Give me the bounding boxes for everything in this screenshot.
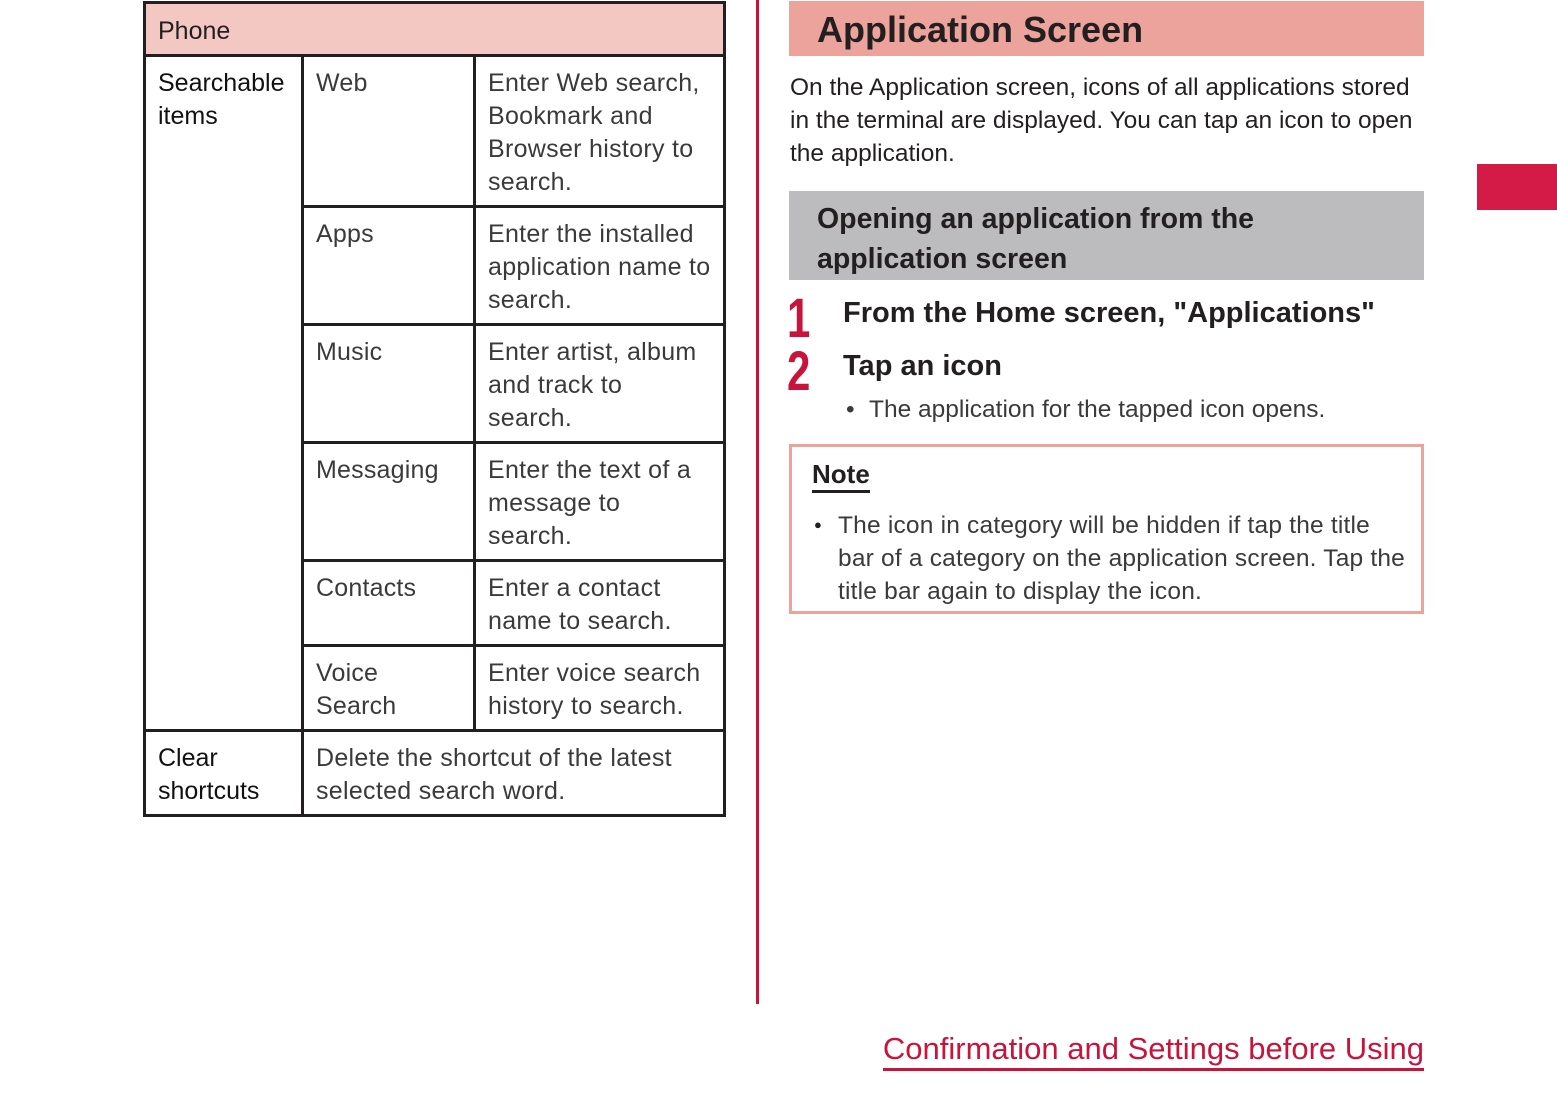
chapter-tab-marker <box>1477 164 1557 210</box>
category-cell: Voice Search <box>303 646 475 731</box>
subsection-title-text: Opening an application from the application screen <box>817 203 1255 275</box>
category-cell: Apps <box>303 207 475 325</box>
table-row <box>145 731 725 816</box>
description-cell: Enter a contact name to search. <box>475 561 725 646</box>
chapter-footer-link[interactable]: Confirmation and Settings before Using <box>883 1030 1424 1071</box>
description-cell: Enter voice search history to search. <box>475 646 725 731</box>
category-cell: Web <box>303 56 475 207</box>
table-row <box>145 56 725 207</box>
description-cell: Enter the installed application name to search. <box>475 207 725 325</box>
description-cell: Enter Web search, Bookmark and Browser history to search. <box>475 56 725 207</box>
step-2-text: Tap an icon <box>843 350 1002 382</box>
subsection-title <box>789 191 1424 280</box>
clear-shortcuts-label: Clear shortcuts <box>145 731 303 816</box>
table-header-row <box>145 3 725 56</box>
section-intro: On the Application screen, icons of all applications stored in the terminal are displayed. You can tap an icon to open the application. <box>790 74 1413 167</box>
step-bullet-text: The application for the tapped icon opens. <box>869 396 1326 423</box>
clear-shortcuts-description: Delete the shortcut of the latest selected search word. <box>303 731 725 816</box>
note-text: The icon in category will be hidden if tap the title bar of a category on the application screen. Tap the title bar again to display the icon. <box>838 512 1406 605</box>
bullet-dot-icon: ● <box>814 517 822 532</box>
note-box <box>789 444 1424 614</box>
bullet-dot-icon: • <box>846 396 855 423</box>
section-title: Application Screen <box>789 1 1424 56</box>
category-cell: Contacts <box>303 561 475 646</box>
category-cell: Music <box>303 325 475 443</box>
step-number-1: 1 <box>787 286 811 349</box>
step-bullet <box>846 393 1325 426</box>
category-cell: Messaging <box>303 443 475 561</box>
searchable-items-label: Searchable items <box>145 56 303 731</box>
table-header-phone: Phone <box>145 3 725 56</box>
note-title: Note <box>812 459 870 493</box>
step-number-2: 2 <box>787 339 811 402</box>
description-cell: Enter artist, album and track to search. <box>475 325 725 443</box>
searchable-items-table <box>143 1 726 817</box>
step-1-text: From the Home screen, "Applications" <box>843 297 1375 329</box>
description-cell: Enter the text of a message to search. <box>475 443 725 561</box>
column-divider <box>756 0 759 1004</box>
